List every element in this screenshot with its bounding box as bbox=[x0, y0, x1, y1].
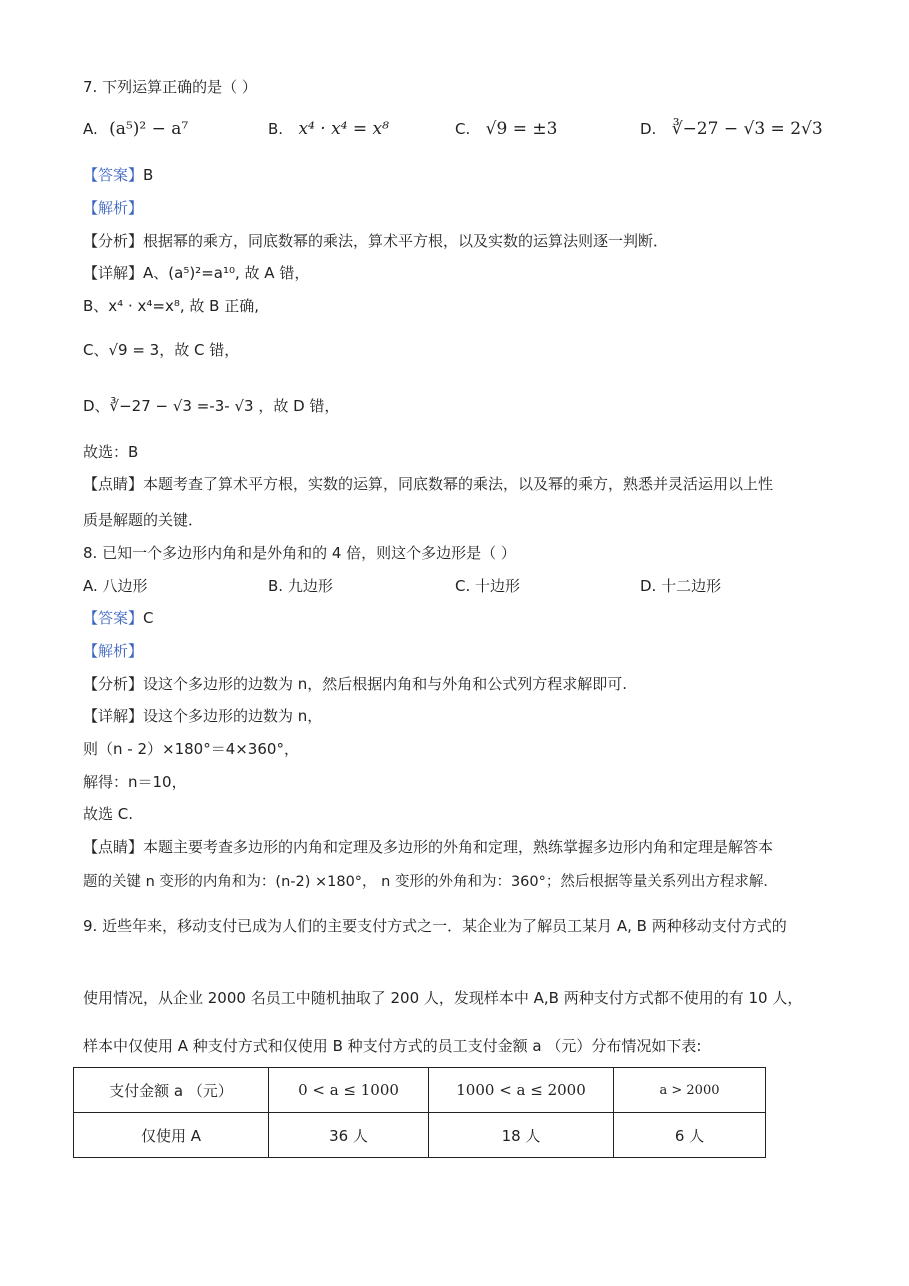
table-header-cell: 0 < a ≤ 1000 bbox=[269, 1068, 429, 1113]
table-cell: 18 人 bbox=[429, 1113, 614, 1158]
q8-comment-2: 题的关键 n 变形的内角和为：(n-2) ×180°， n 变形的外角和为：360°；然后根据等量关系列出方程求解． bbox=[83, 874, 778, 890]
q7-detail-b: B、x⁴ · x⁴=x⁸, 故 B 正确, bbox=[83, 297, 259, 315]
table-header-cell: 1000 < a ≤ 2000 bbox=[429, 1068, 614, 1113]
q8-option-a: A. 八边形 bbox=[83, 577, 148, 595]
q7-detail-a: 【详解】A、(a⁵)²=a¹⁰, 故 A 错， bbox=[83, 264, 310, 282]
q7-option-c: C. √9 = ±3 bbox=[455, 119, 558, 139]
q7-answer: 【答案】B bbox=[83, 166, 154, 184]
q7-title: 7. 下列运算正确的是（ ） bbox=[83, 78, 257, 96]
q8-option-b: B. 九边形 bbox=[268, 577, 333, 595]
q7-detail-c: C、√9 = 3，故 C 错， bbox=[83, 341, 240, 359]
q8-detail-1: 【详解】设这个多边形的边数为 n， bbox=[83, 707, 323, 725]
table-header-cell: 支付金额 a （元） bbox=[74, 1068, 269, 1113]
q8-option-c: C. 十边形 bbox=[455, 577, 521, 595]
q8-detail-2: 则（n - 2）×180°＝4×360°， bbox=[83, 740, 299, 758]
q8-choose: 故选 C. bbox=[83, 805, 134, 823]
q7-fenxi: 【分析】根据幂的乘方，同底数幂的乘法，算术平方根，以及实数的运算法则逐一判断． bbox=[83, 232, 669, 250]
q9-line-3: 样本中仅使用 A 种支付方式和仅使用 B 种支付方式的员工支付金额 a （元）分布情况如下表: bbox=[83, 1037, 702, 1055]
q7-comment-2: 质是解题的关键． bbox=[83, 511, 204, 529]
q7-comment-1: 【点睛】本题考查了算术平方根，实数的运算，同底数幂的乘法，以及幂的乘方，熟悉并灵活运用以上性 bbox=[83, 475, 774, 493]
table-row bbox=[74, 1113, 766, 1158]
table-cell: 6 人 bbox=[614, 1113, 766, 1158]
q9-line-1: 9. 近些年来，移动支付已成为人们的主要支付方式之一．某企业为了解员工某月 A, B 两种移动支付方式的 bbox=[83, 917, 787, 935]
table-header-cell: a > 2000 bbox=[614, 1068, 766, 1113]
q7-analysis-tag: 【解析】 bbox=[83, 199, 144, 217]
q8-option-d: D. 十二边形 bbox=[640, 577, 722, 595]
q8-comment-1: 【点睛】本题主要考查多边形的内角和定理及多边形的外角和定理，熟练掌握多边形内角和定理是解答本 bbox=[83, 838, 774, 856]
table-header-row bbox=[74, 1068, 766, 1113]
q7-option-d: D. ∛−27 − √3 = 2√3 bbox=[640, 119, 823, 139]
q8-analysis-tag: 【解析】 bbox=[83, 642, 144, 660]
q8-title: 8. 已知一个多边形内角和是外角和的 4 倍，则这个多边形是（ ） bbox=[83, 544, 516, 562]
table-cell: 36 人 bbox=[269, 1113, 429, 1158]
q7-option-a: A. (a⁵)² − a⁷ bbox=[83, 119, 189, 139]
q8-answer: 【答案】C bbox=[83, 609, 154, 627]
q7-detail-d: D、∛−27 − √3 =-3- √3 ，故 D 错， bbox=[83, 397, 340, 415]
q7-option-b: B. x⁴ · x⁴ = x⁸ bbox=[268, 119, 389, 139]
table-cell: 仅使用 A bbox=[74, 1113, 269, 1158]
q8-fenxi: 【分析】设这个多边形的边数为 n，然后根据内角和与外角和公式列方程求解即可. bbox=[83, 675, 628, 693]
q8-detail-3: 解得：n＝10， bbox=[83, 773, 187, 791]
q7-choose: 故选：B bbox=[83, 443, 139, 461]
q9-line-2: 使用情况，从企业 2000 名员工中随机抽取了 200 人，发现样本中 A,B 两种支付方式都不使用的有 10 人， bbox=[83, 989, 803, 1007]
payment-table bbox=[73, 1067, 766, 1158]
